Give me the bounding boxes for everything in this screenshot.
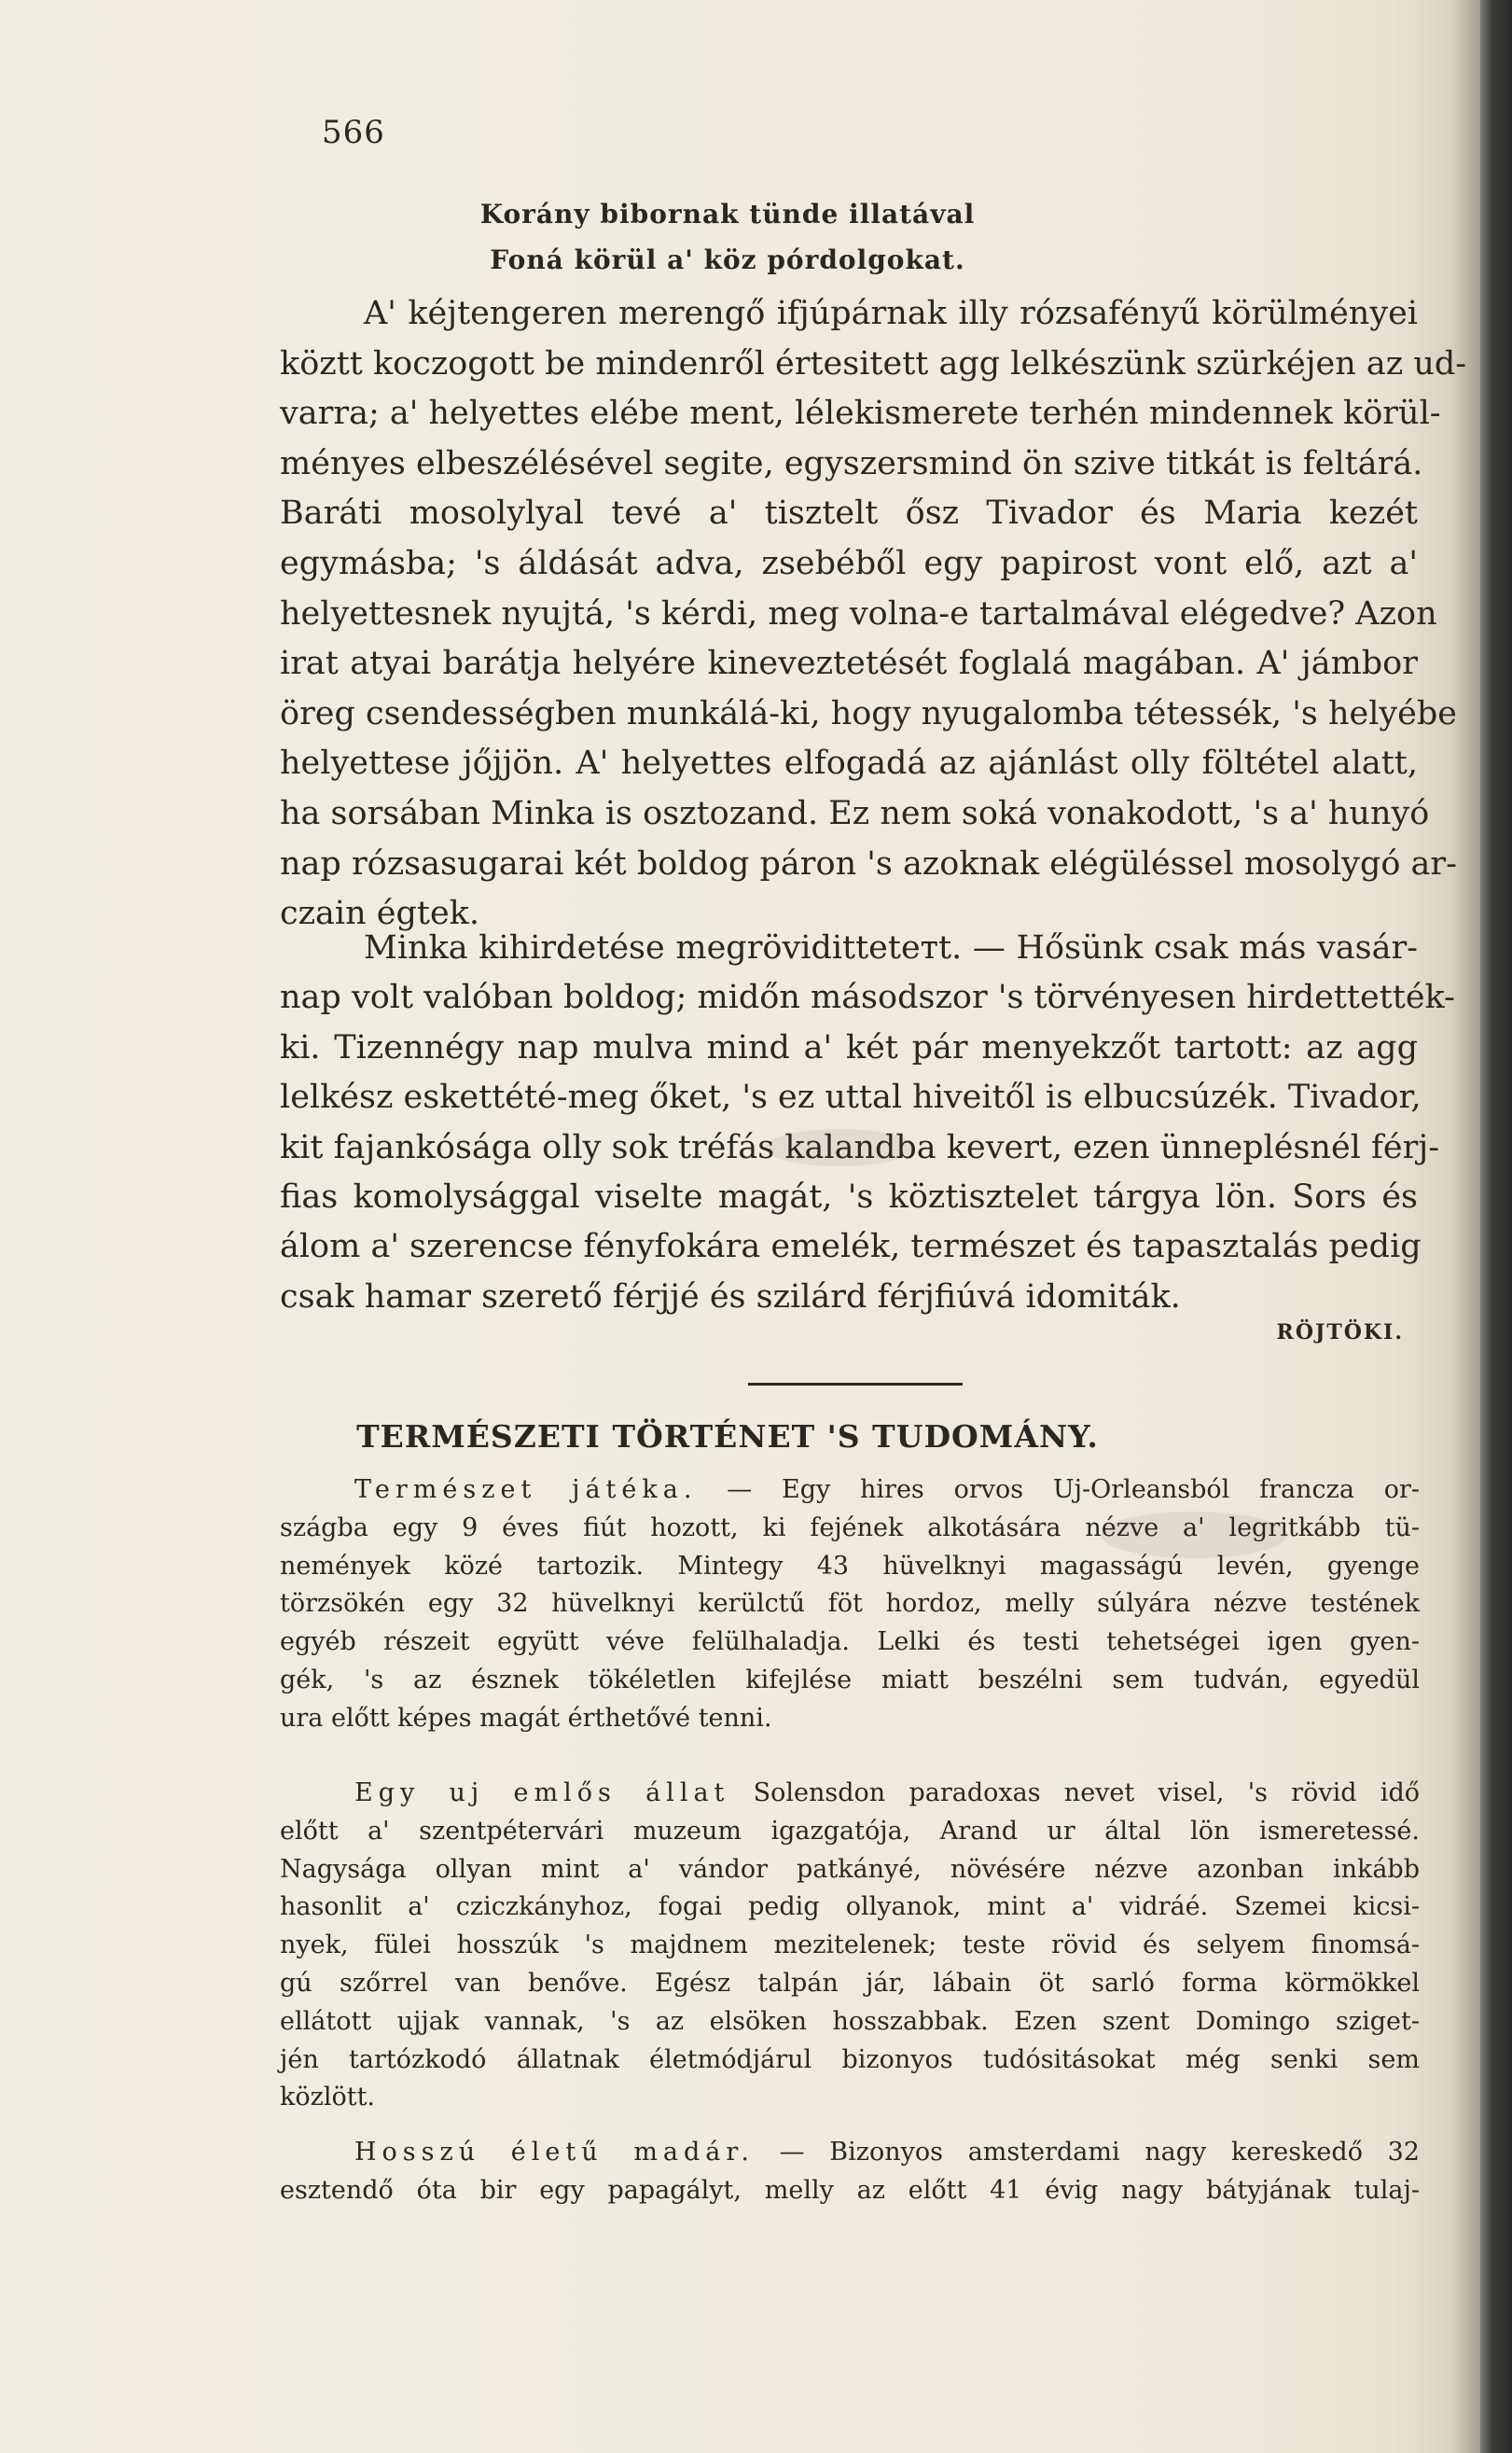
text-line: gú szőrrel van benőve. Egész talpán jár, lábain öt sarló forma körmökkel — [280, 1968, 1420, 1998]
text-line: ki. Tizennégy nap mulva mind a' két pár menyekzőt tartott: az agg — [280, 1028, 1418, 1066]
article-uj-emlos-allat — [280, 1775, 1420, 2117]
article-lead: Hosszú életű madár. — [354, 2138, 755, 2167]
text-line: szágba egy 9 éves fiút hozott, ki fejének alkotására nézve a' legritkább tü- — [280, 1512, 1420, 1542]
article-lead: Természet játéka. — [354, 1475, 698, 1504]
text-line: fias komolysággal viselte magát, 's köztisztelet tárgya lön. Sors és — [280, 1178, 1418, 1216]
verse-line-1: Korány bibornak tünde illatával — [479, 199, 976, 230]
text-line: csak hamar szerető férjjé és szilárd férjfiúvá idomiták. — [280, 1277, 1181, 1316]
text-line: helyettese jőjjön. A' helyettes elfogadá az ajánlást olly föltétel alatt, — [280, 745, 1418, 783]
text-line: egyéb részeit együtt véve felülhaladja. Lelki és testi tehetségei igen gyen- — [280, 1627, 1420, 1657]
text-line: Természet játéka. — Egy hires orvos Uj-Orleansból francza or- — [354, 1475, 1420, 1504]
text-line: kit fajankósága olly sok tréfás kalandba kevert, ezen ünneplésnél férj- — [280, 1128, 1440, 1166]
article-hosszu-eletu-madar — [280, 2134, 1420, 2210]
text-line: jén tartózkodó állatnak életmódjárul bizonyos tudósitásokat még senki sem — [280, 2044, 1420, 2074]
article-lead: Egy uj emlős állat — [354, 1778, 730, 1807]
text-line: irat atyai barátja helyére kineveztetését foglalá magában. A' jámbor — [280, 645, 1418, 683]
paragraph-1 — [280, 289, 1467, 940]
text-line: ellátott ujjak vannak, 's az elsöken hosszabbak. Ezen szent Domingo sziget- — [280, 2006, 1420, 2036]
page-number: 566 — [322, 114, 385, 151]
text-line: öreg csendességben munkálá-ki, hogy nyugalomba tétessék, 's helyébe — [280, 694, 1457, 732]
text-line: varra; a' helyettes elébe ment, lélekismerete terhén mindennek körül- — [280, 395, 1441, 433]
text-line: Nagysága ollyan mint a' vándor patkányé, növésére nézve azonban inkább — [280, 1854, 1420, 1884]
text-line: A' kéjtengeren merengő ifjúpárnak illy rózsafényű körülményei — [364, 295, 1418, 332]
text-line: ura előtt képes magát érthetővé tenni. — [280, 1703, 772, 1733]
text-line: esztendő óta bir egy papagályt, melly az előtt 41 évig nagy bátyjának tulaj- — [280, 2175, 1420, 2205]
text-line: közlött. — [280, 2083, 376, 2112]
text-line: Minka kihirdetése megröviditteteтt. — Hősünk csak más vasár- — [364, 929, 1418, 967]
text-line: nyek, fülei hosszúk 's majdnem mezitelenek; teste rövid és selyem finomsá- — [280, 1930, 1420, 1960]
text-line: nap volt valóban boldog; midőn másodszor 's törvényesen hirdettették- — [280, 979, 1455, 1017]
article-termeszet-jateka — [280, 1471, 1420, 1738]
text-line: Egy uj emlős állat Solensdon paradoxas nevet visel, 's rövid idő — [354, 1778, 1420, 1807]
text-line: lelkész eskettété-meg őket, 's ez uttal hiveitől is elbucsúzék. Tivador, — [280, 1079, 1422, 1117]
text-line: hasonlit a' cziczkányhoz, fogai pedig ollyanok, mint a' vidráé. Szemei kicsi- — [280, 1892, 1420, 1922]
text-line: Baráti mosolylyal tevé a' tisztelt ősz Tivador és Maria kezét — [280, 495, 1418, 533]
section-title: TERMÉSZETI TÖRTÉNET 'S TUDOMÁNY. — [356, 1418, 1099, 1455]
text-line: ha sorsában Minka is osztozand. Ez nem soká vonakodott, 's a' hunyó — [280, 794, 1430, 832]
text-line: czain égtek. — [280, 895, 479, 933]
text-line: nemények közé tartozik. Mintegy 43 hüvelknyi magasságú levén, gyenge — [280, 1551, 1420, 1581]
text-line: előtt a' szentpétervári muzeum igazgatója, Arand ur által lön ismeretessé. — [280, 1816, 1420, 1846]
text-line: Hosszú életű madár. — Bizonyos amsterdami nagy kereskedő 32 — [354, 2138, 1420, 2167]
verse-line-2: Foná körül a' köz pórdolgokat. — [490, 244, 965, 275]
text-line: egymásba; 's áldását adva, zsebéből egy papirost vont elő, azt a' — [280, 544, 1418, 582]
text-line: törzsökén egy 32 hüvelknyi kerülctű föt hordoz, melly súlyára nézve testének — [280, 1589, 1420, 1619]
text-line: álom a' szerencse fényfokára emelék, természet és tapasztalás pedig — [280, 1228, 1422, 1266]
paragraph-2 — [280, 924, 1455, 1322]
text-line: nap rózsasugarai két boldog páron 's azoknak elégüléssel mosolygó ar- — [280, 844, 1457, 883]
text-line: helyettesnek nyujtá, 's kérdi, meg volna-e tartalmával elégedve? Azon — [280, 594, 1437, 633]
text-line: köztt koczogott be mindenről értesitett agg lelkészünk szürkéjen az ud- — [280, 344, 1467, 383]
page-edge-shadow — [1480, 0, 1512, 2453]
text-line: gék, 's az észnek tökéletlen kifejlése miatt beszélni sem tudván, egyedül — [280, 1665, 1420, 1694]
author-signature: RÖJTÖKI. — [1276, 1320, 1404, 1345]
text-line: ményes elbeszélésével segite, egyszersmind ön szive titkát is feltárá. — [280, 444, 1423, 482]
section-divider — [748, 1383, 963, 1386]
